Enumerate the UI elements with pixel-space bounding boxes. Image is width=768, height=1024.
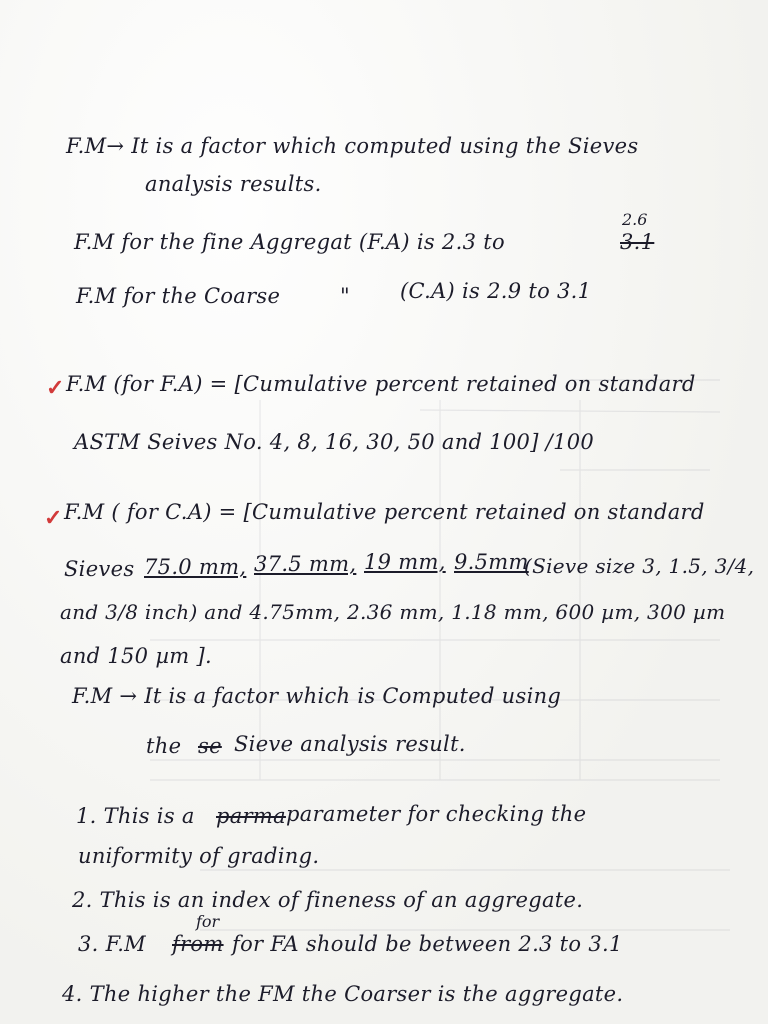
fm-restate-line-2: Sieve analysis result.	[234, 732, 466, 756]
fa-formula-line-1: F.M (for F.A) = [Cumulative percent retained on standard	[66, 372, 696, 396]
fm-restate-line-1: F.M → It is a factor which is Computed using	[72, 684, 562, 708]
fm-restate-the: the	[146, 734, 182, 758]
ca-fm-label: F.M for the Coarse	[76, 284, 281, 308]
fa-fm-range: F.M for the fine Aggregat (F.A) is 2.3 to	[74, 230, 505, 254]
point-1-text: parameter for checking the	[286, 802, 587, 826]
fm-definition-line-1: F.M→ It is a factor which computed using the Sieves	[66, 134, 639, 158]
point-1-text-2: uniformity of grading.	[78, 844, 320, 868]
sieve-9-5mm: 9.5mm	[454, 550, 529, 574]
sieve-19mm: 19 mm,	[364, 550, 446, 574]
point-3-prefix: 3. F.M	[78, 932, 146, 956]
ca-formula-line-1: F.M ( for C.A) = [Cumulative percent retained on standard	[64, 500, 705, 524]
ca-fm-range: (C.A) is 2.9 to 3.1	[400, 279, 592, 303]
fa-formula-check-icon: ✓	[46, 375, 65, 401]
sieve-37-5mm: 37.5 mm,	[254, 552, 357, 576]
fm-restate-struck: se	[198, 734, 222, 758]
point-4: 4. The higher the FM the Coarser is the aggregate.	[62, 982, 624, 1006]
fm-definition-line-2: analysis results.	[145, 172, 322, 196]
sieve-75mm: 75.0 mm,	[144, 555, 247, 579]
ca-formula-line-2-sieves: Sieves	[64, 557, 135, 581]
point-3-text: for FA should be between 2.3 to 3.1	[232, 932, 623, 956]
fa-upper-struck: 3.1	[620, 230, 655, 254]
fa-formula-line-2: ASTM Seives No. 4, 8, 16, 30, 50 and 100] /100	[74, 430, 595, 454]
point-1-struck: parma	[216, 804, 286, 828]
point-3-insert: for	[196, 912, 220, 931]
point-3-struck: from	[172, 932, 224, 956]
fa-upper-correction: 2.6	[622, 210, 648, 229]
point-1-prefix: 1. This is a	[76, 804, 195, 828]
ca-formula-check-icon: ✓	[44, 505, 63, 531]
point-2: 2. This is an index of fineness of an aggregate.	[72, 888, 584, 912]
ca-ditto-mark: "	[340, 284, 350, 308]
ca-formula-line-3: and 3/8 inch) and 4.75mm, 2.36 mm, 1.18 mm, 600 µm, 300 µm	[60, 600, 726, 624]
ca-formula-line-4: and 150 µm ].	[60, 644, 212, 668]
sieve-size-inches: (Sieve size 3, 1.5, 3/4,	[524, 554, 755, 578]
